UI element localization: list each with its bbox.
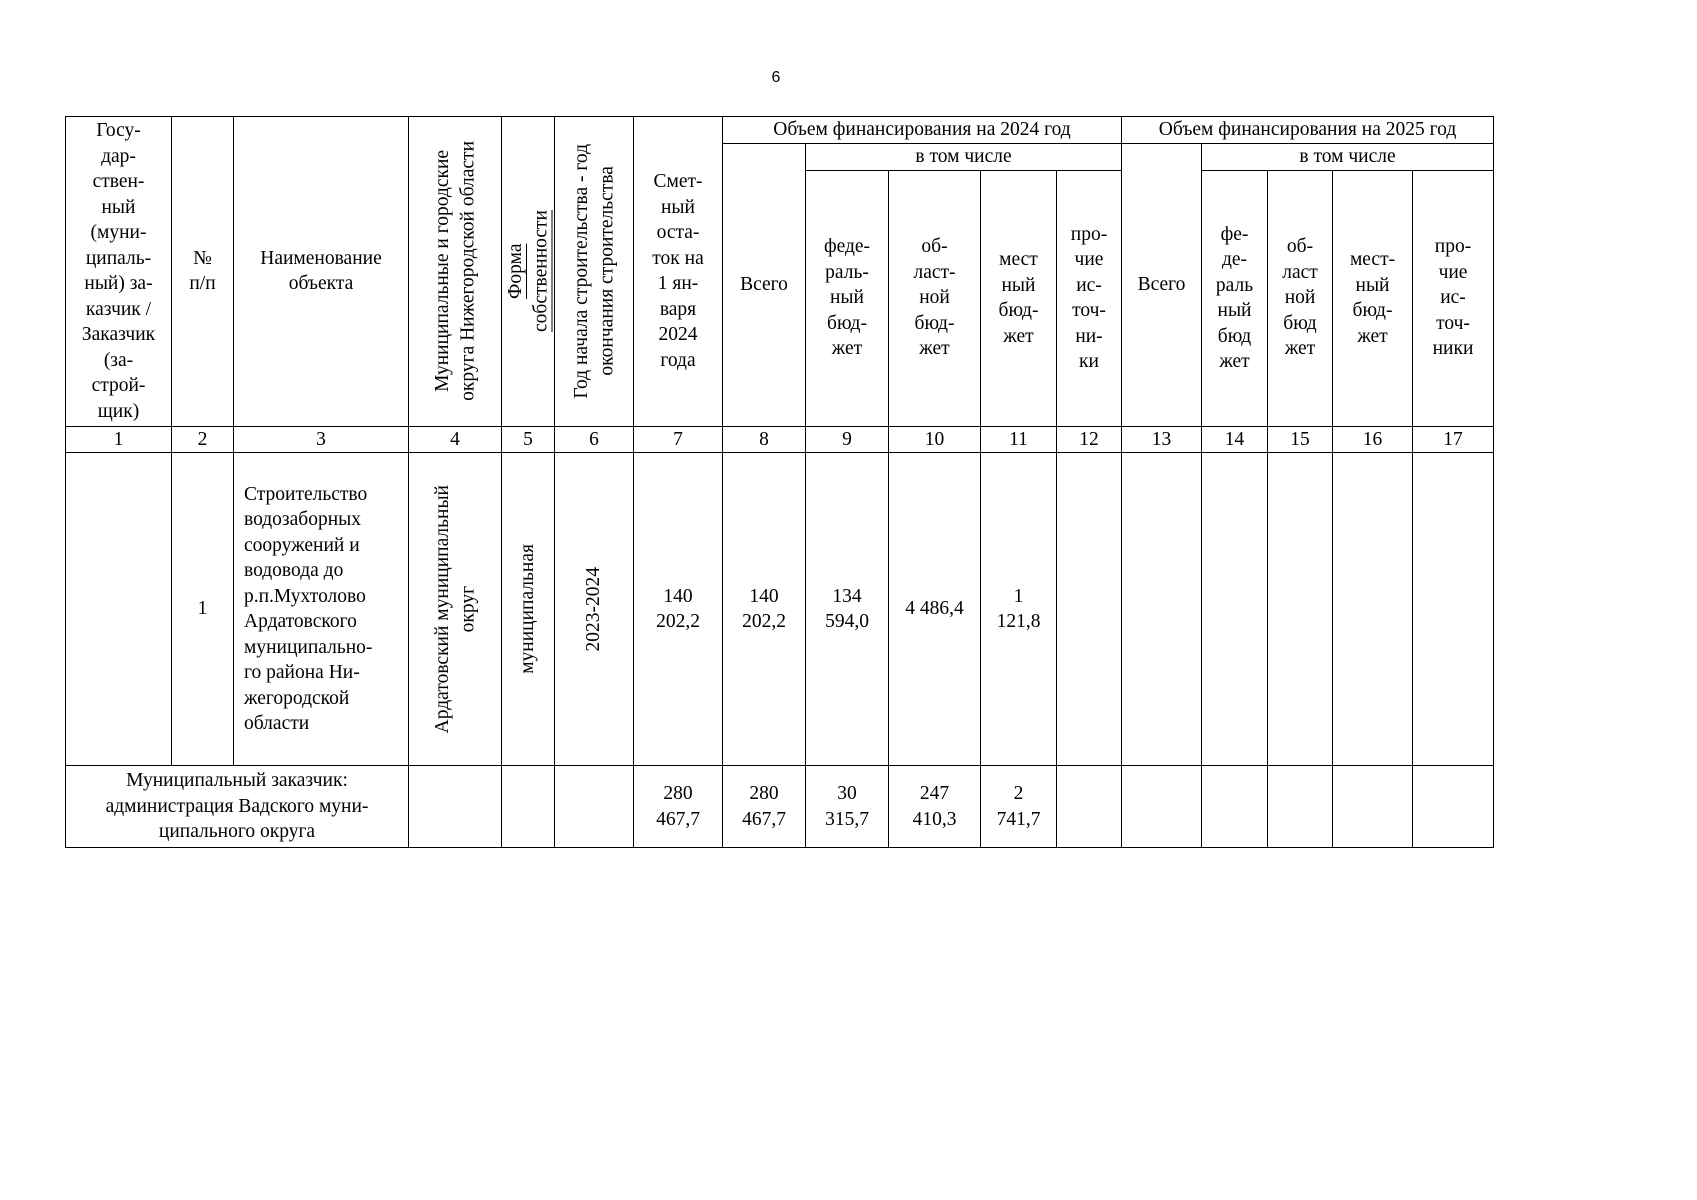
row-years <box>555 453 634 766</box>
header-federal-2024: феде- раль- ный бюд- жет <box>806 170 889 426</box>
row-district-text: Ардатовский муниципальный округ <box>431 484 478 734</box>
summary-total-2025 <box>1122 766 1202 848</box>
row-district <box>409 453 502 766</box>
row-regional-2024: 4 486,4 <box>889 453 981 766</box>
row-local-2025 <box>1333 453 1413 766</box>
header-local-2024: мест ный бюд- жет <box>981 170 1057 426</box>
summary-years <box>555 766 634 848</box>
row-local-2024: 1 121,8 <box>981 453 1057 766</box>
header-districts-text: Муниципальные и городские округа Нижегородской области <box>431 141 478 402</box>
header-total-2025: Всего <box>1122 144 1202 427</box>
col-number: 16 <box>1333 426 1413 453</box>
header-remainder: Смет- ный оста- ток на 1 ян- варя 2024 года <box>634 117 723 427</box>
summary-local-2025 <box>1333 766 1413 848</box>
header-object-name: Наименование объекта <box>234 117 409 427</box>
col-number: 10 <box>889 426 981 453</box>
header-years-text: Год начала строительства - год окончания строительства <box>570 143 617 399</box>
row-ownership-text: муниципальная <box>517 544 539 674</box>
row-total-2025 <box>1122 453 1202 766</box>
header-customer: Госу- дар- ствен- ный (муни- ципаль- ный) за- казчик / Заказчик (за- строй- щик) <box>66 117 172 427</box>
summary-remainder: 280 467,7 <box>634 766 723 848</box>
header-other-2025: про- чие ис- точ- ники <box>1413 170 1494 426</box>
row-regional-2025 <box>1268 453 1333 766</box>
financing-table <box>65 116 1494 848</box>
col-number: 13 <box>1122 426 1202 453</box>
col-number: 2 <box>172 426 234 453</box>
table-row <box>66 453 1494 766</box>
header-row-1 <box>66 117 1494 144</box>
summary-other-2024 <box>1057 766 1122 848</box>
row-years-text: 2023-2024 <box>583 566 605 652</box>
page-number: 6 <box>771 69 781 86</box>
header-federal-2025: фе- де- раль ный бюд жет <box>1202 170 1268 426</box>
row-remainder: 140 202,2 <box>634 453 723 766</box>
header-local-2025: мест- ный бюд- жет <box>1333 170 1413 426</box>
col-number: 3 <box>234 426 409 453</box>
row-federal-2025 <box>1202 453 1268 766</box>
row-number: 1 <box>172 453 234 766</box>
summary-federal-2025 <box>1202 766 1268 848</box>
row-federal-2024: 134 594,0 <box>806 453 889 766</box>
col-number: 7 <box>634 426 723 453</box>
row-total-2024: 140 202,2 <box>723 453 806 766</box>
summary-label: Муниципальный заказчик: администрация Вадского муни- ципального округа <box>66 766 409 848</box>
col-number: 17 <box>1413 426 1494 453</box>
header-including-2025: в том числе <box>1202 144 1494 171</box>
col-number: 11 <box>981 426 1057 453</box>
column-numbers-row <box>66 426 1494 453</box>
header-regional-2025: об- ласт ной бюд жет <box>1268 170 1333 426</box>
row-ownership <box>502 453 555 766</box>
summary-local-2024: 2 741,7 <box>981 766 1057 848</box>
header-financing-2025: Объем финансирования на 2025 год <box>1122 117 1494 144</box>
header-years <box>555 117 634 427</box>
col-number: 15 <box>1268 426 1333 453</box>
col-number: 8 <box>723 426 806 453</box>
col-number: 5 <box>502 426 555 453</box>
col-number: 14 <box>1202 426 1268 453</box>
summary-total-2024: 280 467,7 <box>723 766 806 848</box>
row-other-2025 <box>1413 453 1494 766</box>
header-ownership <box>502 117 555 427</box>
header-districts <box>409 117 502 427</box>
header-other-2024: про- чие ис- точ- ни- ки <box>1057 170 1122 426</box>
col-number: 6 <box>555 426 634 453</box>
summary-regional-2025 <box>1268 766 1333 848</box>
row-customer <box>66 453 172 766</box>
col-number: 1 <box>66 426 172 453</box>
row-other-2024 <box>1057 453 1122 766</box>
header-regional-2024: об- ласт- ной бюд- жет <box>889 170 981 426</box>
col-number: 9 <box>806 426 889 453</box>
summary-other-2025 <box>1413 766 1494 848</box>
header-ownership-text: Форма собственности <box>504 210 551 333</box>
col-number: 4 <box>409 426 502 453</box>
row-object-name: Строительство водозаборных сооружений и водовода до р.п.Мухтолово Ардатовского муниципально- го района Ни- жегородской области <box>234 453 409 766</box>
summary-ownership <box>502 766 555 848</box>
header-number: № п/п <box>172 117 234 427</box>
header-total-2024: Всего <box>723 144 806 427</box>
summary-federal-2024: 30 315,7 <box>806 766 889 848</box>
summary-row <box>66 766 1494 848</box>
summary-district <box>409 766 502 848</box>
summary-regional-2024: 247 410,3 <box>889 766 981 848</box>
header-financing-2024: Объем финансирования на 2024 год <box>723 117 1122 144</box>
header-including-2024: в том числе <box>806 144 1122 171</box>
col-number: 12 <box>1057 426 1122 453</box>
